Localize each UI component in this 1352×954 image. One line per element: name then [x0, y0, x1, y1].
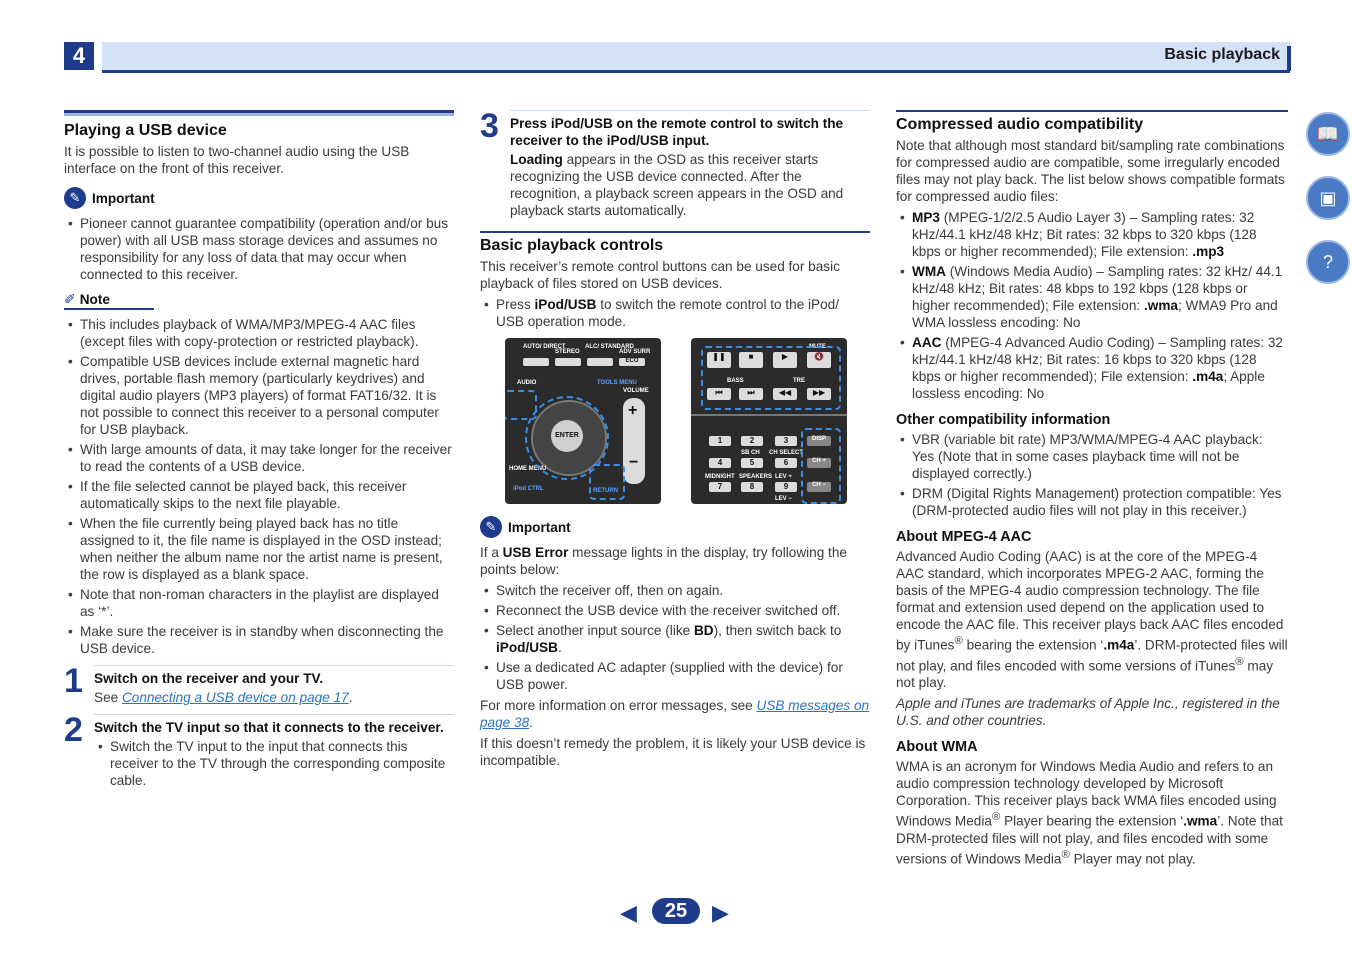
- intro-text: It is possible to listen to two-channel audio using the USB interface on the front of this receiver.: [64, 144, 410, 176]
- trademark-text: Apple and iTunes are trademarks of Apple Inc., registered in the U.S. and other countries.: [896, 696, 1280, 729]
- important-label: Important: [508, 519, 571, 535]
- page-number: 25: [652, 898, 700, 924]
- remote-icon[interactable]: ▣: [1306, 176, 1350, 220]
- help-icon[interactable]: ?: [1306, 240, 1350, 284]
- left-arrow-icon[interactable]: ◀: [620, 900, 637, 925]
- page-link[interactable]: Connecting a USB device on page 17: [121, 690, 349, 705]
- section-title: Compressed audio compatibility: [896, 116, 1144, 133]
- step-number: 1: [64, 662, 83, 700]
- list-item: • Use a dedicated AC adapter (supplied with the device) for USB power.: [480, 659, 870, 693]
- other-list: [896, 431, 1288, 519]
- aac-text: Advanced Audio Coding (AAC) is at the core of the MPEG-4 AAC standard, which incorporates MPEG-2 AAC, forming the basis of the MPEG-4 audio compression technology. The file format and extension used depend on the application used to encode the AAC file. This receiver plays back AAC files encoded by iTunes® bearing the extension ‘.m4a’. DRM-protected files will not play, and files encoded with some versions of iTunes® may not play.: [896, 549, 1288, 691]
- section-title: Basic playback controls: [480, 237, 664, 254]
- right-column: [896, 110, 1288, 871]
- section-rule: [480, 231, 870, 233]
- list-item: • When the file currently being played back has no title assigned to it, the file name is displayed in the OSD instead; when neither the album name nor the artist name is present, the row is displayed as a blank space.: [64, 515, 454, 583]
- middle-column-lower: [480, 516, 870, 773]
- list-item: • Note that non-roman characters in the playlist are displayed as ‘*’.: [64, 586, 454, 620]
- pencil-icon: ✐: [64, 291, 76, 307]
- important-intro: If a USB Error message lights in the display, try following the points below:: [480, 545, 847, 577]
- important-list: [64, 215, 454, 283]
- step-1: [64, 662, 454, 706]
- format-list: [896, 209, 1288, 402]
- list-item: • Make sure the receiver is in standby when disconnecting the USB device.: [64, 623, 454, 657]
- list-item: • With large amounts of data, it may take longer for the receiver to read the contents of a USB device.: [64, 441, 454, 475]
- list-item: • Reconnect the USB device with the receiver switched off.: [480, 602, 870, 619]
- step-number: 2: [64, 711, 83, 749]
- subsection-title: About MPEG-4 AAC: [896, 529, 1032, 545]
- list-item: • Switch the TV input to the input that connects this receiver to the TV through the corresponding composite cable.: [94, 738, 454, 789]
- note-label: Note: [79, 292, 110, 307]
- section-title: Playing a USB device: [64, 122, 227, 139]
- step-text: Loading appears in the OSD as this receiver starts recognizing the USB device connected. After the recognition, a playback screen appears in the OSD and playback starts automatically.: [510, 152, 844, 218]
- list-item: • MP3 (MPEG-1/2/2.5 Audio Layer 3) – Sampling rates: 32 kHz/44.1 kHz/48 kHz; Bit rates: 32 kbps to 320 kbps (128 kbps or higher recommended); File extension: .mp3: [896, 209, 1288, 260]
- more-info: For more information on error messages, see USB messages on page 38.: [480, 698, 870, 730]
- list-item: • DRM (Digital Rights Management) protection compatible: Yes (DRM-protected audio files will not play in this receiver.): [896, 485, 1288, 519]
- note-list: [64, 316, 454, 657]
- section-rule: [896, 110, 1288, 112]
- book-icon[interactable]: 📖: [1306, 112, 1350, 156]
- final-text: If this doesn’t remedy the problem, it is likely your USB device is incompatible.: [480, 736, 866, 768]
- header-accent: [1287, 46, 1291, 71]
- list-item: • VBR (variable bit rate) MP3/WMA/MPEG-4 AAC playback: Yes (Note that in some cases playback time will not be displayed correctly.): [896, 431, 1288, 482]
- step-title: Switch the TV input so that it connects to the receiver.: [94, 720, 444, 735]
- step-number: 3: [480, 107, 499, 145]
- list-item: • AAC (MPEG-4 Advanced Audio Coding) – Sampling rates: 32 kHz/44.1 kHz/48 kHz; Bit rates: 16 kbps to 320 kbps (128 kbps or higher recommended); File extension: .m4a; Apple lossless encoding: No: [896, 334, 1288, 402]
- note-callout: [64, 291, 154, 310]
- intro-text: This receiver’s remote control buttons can be used for basic playback of files stored on USB devices.: [480, 259, 840, 291]
- important-callout: [64, 187, 454, 209]
- page-title: Basic playback: [1164, 46, 1280, 63]
- step-2: [64, 711, 454, 793]
- section-rule: [64, 110, 454, 116]
- remote-image-right: MUTE ❚❚ ■ ▶ 🔇 BASS TRE ⏮ ⏭ ◀◀ ▶▶ 1 2 3 SB CH CH SELECT 4 5 6 MIDNIGHT SPEAKERS LEV + 7 8 9 LEV − DISP CH + CH −: [691, 338, 847, 504]
- step-text: See Connecting a USB device on page 17.: [94, 690, 353, 705]
- list-item: • Pioneer cannot guarantee compatibility (operation and/or bus power) with all USB mass storage devices and assumes no responsibility for any loss of data that may occur when connected to this receiver.: [64, 215, 454, 283]
- list-item: • Switch the receiver off, then on again.: [480, 582, 870, 599]
- chapter-badge: 4: [64, 42, 94, 70]
- subsection-title: Other compatibility information: [896, 412, 1111, 428]
- list-item: • Press iPod/USB to switch the remote control to the iPod/ USB operation mode.: [480, 296, 870, 330]
- important-callout: [480, 516, 870, 538]
- step-title: Switch on the receiver and your TV.: [94, 671, 324, 686]
- pin-icon: ✎: [480, 516, 502, 538]
- list-item: • If the file selected cannot be played back, this receiver automatically skips to the next file playable.: [64, 478, 454, 512]
- page-link[interactable]: USB messages on page 38: [480, 698, 870, 730]
- step-3: [480, 107, 870, 223]
- important-label: Important: [92, 190, 155, 206]
- list-item: • Compatible USB devices include external magnetic hard drives, portable flash memory (particularly keydrives) and digital audio players (MP3 players) of format FAT16/32. It is not possible to connect this receiver to a personal computer for USB playback.: [64, 353, 454, 438]
- header-band: [102, 42, 1290, 73]
- middle-column: [480, 107, 870, 334]
- pin-icon: ✎: [64, 187, 86, 209]
- list-item: • This includes playback of WMA/MP3/MPEG-4 AAC files (except files with copy-protection or restricted playback).: [64, 316, 454, 350]
- list-item: • WMA (Windows Media Audio) – Sampling rates: 32 kHz/ 44.1 kHz/48 kHz; Bit rates: 48 kbps to 192 kbps (128 kbps or higher recommended); File extension: .wma; WMA9 Pro and WMA lossless encoding: No: [896, 263, 1288, 331]
- important-list: [480, 582, 870, 693]
- step-title: Press iPod/USB on the remote control to switch the receiver to the iPod/USB input.: [510, 116, 844, 148]
- subsection-title: About WMA: [896, 739, 978, 756]
- intro-text: Note that although most standard bit/sampling rate combinations for compressed audio are compatible, some irregularly encoded files may not play back. The list below shows compatible formats for compressed audio files:: [896, 138, 1285, 204]
- remote-image-left: AUTO/ DIRECT STEREO ALC/ STANDARD ADV SURR ECO AUDIO TOOLS MENU VOLUME ENTER HOME MENU iPod CTRL RETURN + −: [505, 338, 661, 504]
- right-arrow-icon[interactable]: ▶: [712, 900, 729, 925]
- left-column: [64, 110, 454, 793]
- wma-text: WMA is an acronym for Windows Media Audio and refers to an audio compression technology developed by Microsoft Corporation. This receiver plays back WMA files encoded using Windows Media® Player bearing the extension ‘.wma’. Note that DRM-protected files will not play, and files encoded with some versions of Windows Media® Player may not play.: [896, 759, 1283, 867]
- list-item: • Select another input source (like BD), then switch back to iPod/USB.: [480, 622, 870, 656]
